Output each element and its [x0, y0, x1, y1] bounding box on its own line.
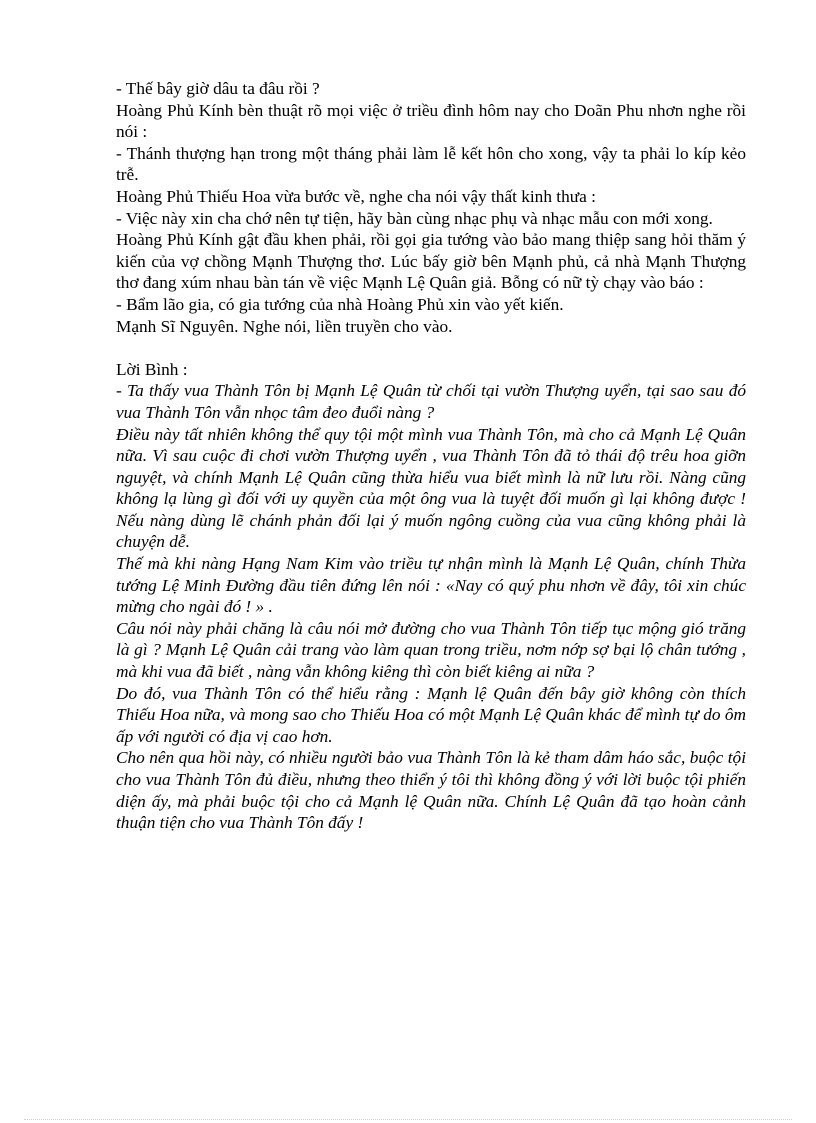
page-bottom-border	[24, 1119, 792, 1120]
narrative-paragraph: - Việc này xin cha chớ nên tự tiện, hãy bàn cùng nhạc phụ và nhạc mẫu con mới xong.	[116, 208, 713, 228]
commentary-paragraph	[116, 618, 746, 683]
narrative-paragraph: Mạnh Sĩ Nguyên. Nghe nói, liền truyền cho vào.	[116, 316, 453, 336]
commentary-paragraph	[116, 553, 746, 618]
commentary-paragraph	[116, 424, 746, 554]
narrative-paragraph: - Bẩm lão gia, có gia tướng của nhà Hoàng Phủ xin vào yết kiến.	[116, 294, 564, 314]
commentary-paragraph	[116, 380, 746, 423]
narrative-paragraph: Hoàng Phủ Kính bèn thuật rõ mọi việc ở triều đình hôm nay cho Doãn Phu nhơn nghe rồi nói :	[116, 100, 746, 142]
commentary-text: Do đó, vua Thành Tôn có thể hiểu rằng : Mạnh lệ Quân đến bây giờ không còn thích Thiếu Hoa nữa, và mong sao cho Thiếu Hoa có một Mạnh Lệ Quân khác để mình tự do ôm ấp với người có địa vị cao hơn.	[116, 683, 746, 746]
commentary-paragraph	[116, 747, 746, 833]
narrative-paragraph: - Thánh thượng hạn trong một tháng phải làm lễ kết hôn cho xong, vậy ta phải lo kíp kẻo trễ.	[116, 143, 746, 185]
commentary-text: Cho nên qua hồi này, có nhiều người bảo vua Thành Tôn là kẻ tham dâm háo sắc, buộc tội cho vua Thành Tôn đủ điều, nhưng theo thiển ý tôi thì không đồng ý với lời buộc tội phiến diện ấy, mà phải buộc tội cho cả Mạnh lệ Quân nữa. Chính Lệ Quân đã tạo hoàn cảnh thuận tiện cho vua Thành Tôn đấy !	[116, 748, 746, 833]
narrative-paragraph: Hoàng Phủ Thiếu Hoa vừa bước về, nghe cha nói vậy thất kinh thưa :	[116, 186, 596, 206]
commentary-heading: Lời Bình :	[116, 359, 188, 379]
narrative-paragraph: - Thế bây giờ dâu ta đâu rồi ?	[116, 79, 320, 98]
commentary-text: Thế mà khi nàng Hạng Nam Kim vào triều tự nhận mình là Mạnh Lệ Quân, chính Thừa tướng Lệ Minh Đường đầu tiên đứng lên nói : «Nay có quý phu nhơn về đây, tôi xin chúc mừng cho ngài đó ! » .	[116, 554, 746, 617]
document-body	[116, 78, 746, 834]
commentary-text: - Ta thấy vua Thành Tôn bị Mạnh Lệ Quân từ chối tại vườn Thượng uyển, tại sao sau đó vua Thành Tôn vẫn nhọc tâm đeo đuổi nàng ?	[116, 381, 746, 422]
commentary-text: Điều này tất nhiên không thể quy tội một mình vua Thành Tôn, mà cho cả Mạnh Lệ Quân nữa. Vì sau cuộc đi chơi vườn Thượng uyển , vua Thành Tôn đã tỏ thái độ trêu hoa giỡn nguyệt, và chính Mạnh Lệ Quân cũng thừa hiểu vua biết mình là nữ lưu rồi. Nàng cũng không lạ lùng gì đối với uy quyền của một ông vua là tuyệt đối muốn gì lại không được ! Nếu nàng dùng lẽ chánh phản đối lại ý muốn ngông cuồng của vua cũng không phải là chuyện dễ.	[116, 424, 746, 552]
paragraph-spacer	[116, 337, 746, 359]
narrative-paragraph: Hoàng Phủ Kính gật đầu khen phải, rồi gọi gia tướng vào bảo mang thiệp sang hỏi thăm ý kiến của vợ chồng Mạnh Thượng thơ. Lúc bấy giờ bên Mạnh phủ, cả nhà Mạnh Thượng thơ đang xúm nhau bàn tán về việc Mạnh Lệ Quân giả. Bỗng có nữ tỳ chạy vào báo :	[116, 230, 746, 293]
commentary-text: Câu nói này phải chăng là câu nói mở đường cho vua Thành Tôn tiếp tục mộng gió trăng là gì ? Mạnh Lệ Quân cải trang vào làm quan trong triều, nơm nớp sợ bại lộ chân tướng , mà khi vua đã biết , nàng vẫn không kiêng thì còn biết kiêng ai nữa ?	[116, 618, 746, 682]
commentary-paragraph	[116, 683, 746, 748]
